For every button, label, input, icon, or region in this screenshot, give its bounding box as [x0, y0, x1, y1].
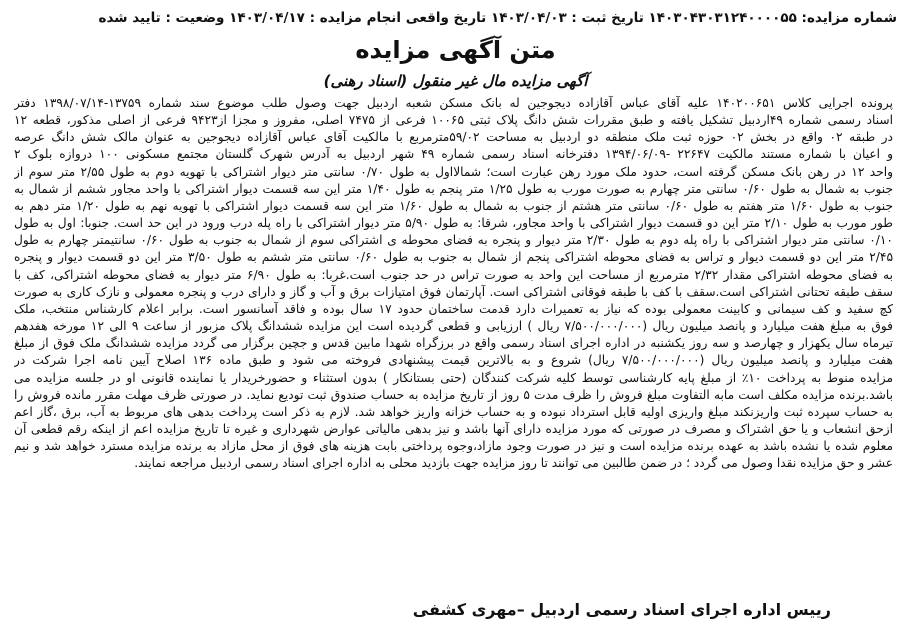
body-line: پرونده اجرایی کلاس ۱۴۰۲۰۰۶۵۱ علیه آقای عباس آقازاده دیجوجین له بانک مسکن شعبه اردبیل جهت وصول طلب موضوع سند شماره ۱۳۷۵۹-۱۳۹۸/۰۷/۱۴ دفتر	[14, 96, 893, 110]
body-line: در طبقه ۰۲ واقع در بخش ۰۲ حوزه ثبت ملک منطقه دو اردبیل به مساحت ۵۹/۰۲مترمربع با مالکیت آقای عباس آقازاده دیجوجین به عنوان مالک شش دانگ عرصه	[14, 130, 893, 145]
body-line: سقف طبقه تحتانی اشتراکی است.سقف با کف با طبقه فوقانی اشتراکی است. آپارتمان فوق امتیازات برق و آب و گاز و دارای درب و پنجره معمولی و نازک کاری به صورت	[14, 284, 893, 299]
body-line: و اعیان با شماره مستند مالکیت ۲۲۶۴۷ -۱۳۹۴/۰۶/۰۹ دفترخانه اسناد رسمی شماره ۴۹ شهر اردبیل به آدرس شهرک گلستان مجتمع مسکونی ۱۰۰ دروازه بلوک ۲	[14, 147, 893, 162]
body-line: به حساب سپرده ثبت واریزنکند مبلغ واریزی اولیه قابل استرداد نبوده و به حساب خزانه واریز خواهد شد. لازم به ذکر است پرداخت بدهی های مربوط به آب، برق ،گاز اعم	[14, 404, 893, 419]
body-line: باشد.برنده مزایده مکلف است مابه التفاوت مبلغ فروش را ظرف مدت ۵ روز از تاریخ مزایده به حساب صندوق ثبت تودیع نماید. در صورتی ظرف مهلت مقرر مانده فروش را	[14, 387, 893, 402]
body-line: واحد ۱۲ در رهن بانک مسکن گرفته است، حدود ملک مورد رهن عبارت است؛ شمالااول به طول ۰/۷۰ سانتی متر دیوار اشتراکی با تهویه دوم به طول ۲/۵۵ متر سوم از	[14, 164, 893, 179]
body-line: ازحق انشعاب و یا حق اشتراک و مصرف در صورتی که مورد مزایده دارای آنها باشد و نیز بدهی مالیاتی عوارض شهرداری و غیره تا تاریخ مزایده اعم از اینکه رقم قطعی آن	[14, 421, 893, 436]
body-line: عشر و حق مزایده نقدا وصول می گردد ؛ در ضمن طالبین می توانند تا روز مزایده جهت بازدید محلی به اداره اجرای اسناد رسمی اردبیل مراجعه نمایند.	[134, 456, 893, 471]
body-line: طور مورب به طول ۲/۱۰ متر این دو قسمت دیوار اشتراکی با واحد مجاور، شرقا: به طول ۵/۹۰ متر دیوار اشتراکی با راه پله درب ورود در این حد است. جنوبا: اول به طول	[14, 216, 893, 231]
body-line: مزایده منوط به پرداخت ۱۰٪ از مبلغ پایه کارشناسی توسط کلیه شرکت کنندگان (حتی بستانکار ) بدون استثناء و حضورخریدار یا نماینده قانونی او در جلسه مزایده می	[14, 370, 893, 385]
body-line: به فضای محوطه اشتراکی مقدار ۲/۳۲ مترمربع از مساحت این واحد به صورت تراس در حد جنوب است.غربا: به طول ۶/۹۰ متر دیوار به فضای محوطه اشتراکی، کف با	[14, 267, 893, 282]
auction-meta-line: شماره مزایده: ۱۴۰۳۰۴۳۰۳۱۲۴۰۰۰۰۵۵ تاریخ ثبت : ۱۴۰۳/۰۴/۰۳ تاریخ واقعی انجام مزایده : ۱۴۰۳/۰۴/۱۷ وضعیت : تایید شده	[98, 10, 897, 26]
notice-body	[14, 95, 893, 472]
body-line: تیرماه سال یکهزار و چهارصد و سه روز یکشنبه در اداره اجرای اسناد رسمی واقع در برزگراه شهدا مابین قدس و جچین برگزار می گردد مزایده ششدانگ ملک فوق از مبلغ	[14, 336, 893, 351]
signature: رییس اداره اجرای اسناد رسمی اردبیل –مهری کشفی	[412, 600, 831, 619]
body-line: معلوم شده یا نشده باشد به عهده برنده مزایده است و نیز در صورت وجود مازاد،وجوه پرداختی بابت هزینه های فوق از محل مازاد به برنده مزایده مسترد خواهد شد و نیم	[14, 439, 893, 454]
body-line: هفت میلیارد و پانصد میلیون ریال (۷/۵۰۰/۰۰۰/۰۰۰ ریال) شروع و به بالاترین قیمت پیشنهادی فروخته می شود و طبق ماده ۱۳۶ اصلاح آیین نامه اجرا شرکت در	[14, 353, 893, 368]
body-line: اسناد رسمی شماره ۴۹اردبیل تشکیل یافته و طبق مقررات شش دانگ پلاک ثبتی ۱۰۰۶۵ فرعی از ۷۴۷۵ اصلی، مفروز و مجزا از۹۴۲۳ فرعی از اصلی مذکور، قطعه ۱۲	[14, 113, 893, 128]
body-line: کچ سفید و کف سیمانی و کابینت معمولی بوده که نیاز به تعمیرات دارد قدمت ساختمان حدود ۱۷ سال بوده و فاقد آسانسور است. برابر اعلام کارشناس منتخب، ملک	[14, 301, 893, 316]
page-subtitle: آگهی مزایده مال غیر منقول (اسناد رهنی)	[323, 72, 588, 90]
body-line: جنوب به شمال به طول ۰/۶۰ سانتی متر چهارم به صورت مورب به طول ۱/۲۵ متر پنجم به طول ۱/۴۰ متر این سه قسمت دیوار اشتراکی با واحد مجاور ششم از شمال به	[14, 181, 893, 196]
page-title: متن آگهی مزایده	[355, 36, 556, 64]
body-line: جنوب به طول ۱/۶۰ متر هفتم به طول ۰/۶۰ سانتی متر هشتم از جنوب به شمال به طول ۱/۶۰ متر این سه قسمت دیوار اشتراکی با تهویه نهم به طول ۱/۲۰ متر دهم به	[14, 198, 893, 213]
body-line: فوق به مبلغ هفت میلیارد و پانصد میلیون ریال (۷/۵۰۰/۰۰۰/۰۰۰ ریال ) ارزیابی و قطعی گردیده است این مزایده ششدانگ پلاک مزبور از ساعت ۹ الی ۱۲ مورخه هفدهم	[14, 319, 893, 334]
body-line: ۰/۱۰ سانتی متر دیوار اشتراکی با راه پله دوم به طول ۲/۳۰ متر دیوار و پنجره به فضای محوطه ی اشتراکی سوم از شمال به جنوب به طول ۰/۶۰ سانتیمتر چهارم به طول	[14, 233, 893, 248]
body-line: ۲/۴۵ متر این دو قسمت دیوار و تراس به فضای محوطه اشتراکی پنجم از شمال به جنوب به طول ۰/۶۰ سانتی متر ششم به طول ۳/۵۰ متر این دو قسمت دیوار و پنجره	[14, 250, 893, 265]
